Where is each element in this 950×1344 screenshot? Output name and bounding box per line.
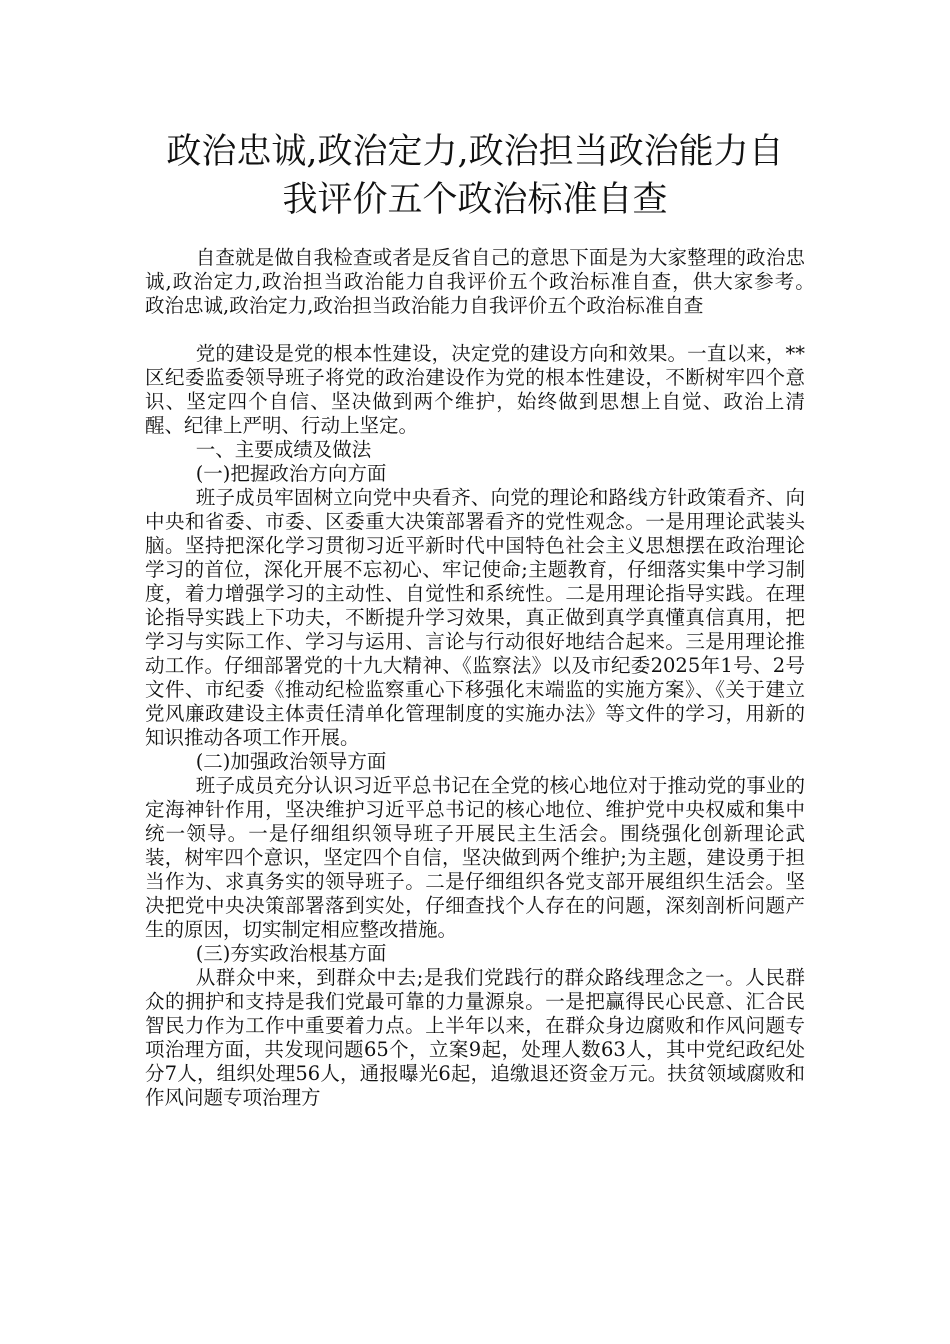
title-line-2: 我评价五个政治标准自查 xyxy=(282,180,668,220)
document-body xyxy=(145,246,845,1110)
body-paragraph: 党的建设是党的根本性建设，决定党的建设方向和效果。一直以来，**区纪委监委领导班子将党的政治建设作为党的根本性建设，不断树牢四个意识、坚定四个自信、坚决做到两个维护，始终做到思想上自觉、政治上清醒、纪律上严明、行动上坚定。 xyxy=(145,342,805,437)
body-paragraph: 从群众中来，到群众中去;是我们党践行的群众路线理念之一。人民群众的拥护和支持是我们党最可靠的力量源泉。一是把赢得民心民意、汇合民智民力作为工作中重要着力点。上半年以来，在群众身边腐败和作风问题专项治理方面，共发现问题65个，立案9起，处理人数63人，其中党纪政纪处分7人，组织处理56人，通报曝光6起，追缴退还资金万元。扶贫领域腐败和作风问题专项治理方 xyxy=(145,966,805,1109)
title-line-1: 政治忠诚,政治定力,政治担当政治能力自 xyxy=(166,132,784,172)
subsection-heading: (二)加强政治领导方面 xyxy=(195,750,387,773)
section-heading: 一、主要成绩及做法 xyxy=(195,438,372,461)
intro-paragraph: 自查就是做自我检查或者是反省自己的意思下面是为大家整理的政治忠诚,政治定力,政治担当政治能力自我评价五个政治标准自查，供大家参考。 政治忠诚,政治定力,政治担当政治能力自我评价五个政治标准自查 xyxy=(145,246,845,317)
body-paragraph: 班子成员充分认识习近平总书记在全党的核心地位对于推动党的事业的定海神针作用，坚决维护习近平总书记的核心地位、维护党中央权威和集中统一领导。一是仔细组织领导班子开展民主生活会。围绕强化创新理论武装，树牢四个意识，坚定四个自信，坚决做到两个维护;为主题，建设勇于担当作为、求真务实的领导班子。二是仔细组织各党支部开展组织生活会。坚决把党中央决策部署落到实处，仔细查找个人存在的问题，深刻剖析问题产生的原因，切实制定相应整改措施。 xyxy=(145,774,805,941)
subsection-heading: (三)夯实政治根基方面 xyxy=(195,942,387,965)
document-title xyxy=(100,128,850,224)
body-paragraph: 班子成员牢固树立向党中央看齐、向党的理论和路线方针政策看齐、向中央和省委、市委、区委重大决策部署看齐的党性观念。一是用理论武装头脑。坚持把深化学习贯彻习近平新时代中国特色社会主义思想摆在政治理论学习的首位，深化开展不忘初心、牢记使命;主题教育，仔细落实集中学习制度，着力增强学习的主动性、自觉性和系统性。二是用理论指导实践。在理论指导实践上下功夫，不断提升学习效果，真正做到真学真懂真信真用，把学习与实际工作、学习与运用、言论与行动很好地结合起来。三是用理论推动工作。仔细部署党的十九大精神、《监察法》以及市纪委2025年1号、2号文件、市纪委《推动纪检监察重心下移强化末端监的实施方案》、《关于建立党风廉政建设主体责任清单化管理制度的实施办法》等文件的学习，用新的知识推动各项工作开展。 xyxy=(145,486,805,749)
subsection-heading: (一)把握政治方向方面 xyxy=(195,462,387,485)
